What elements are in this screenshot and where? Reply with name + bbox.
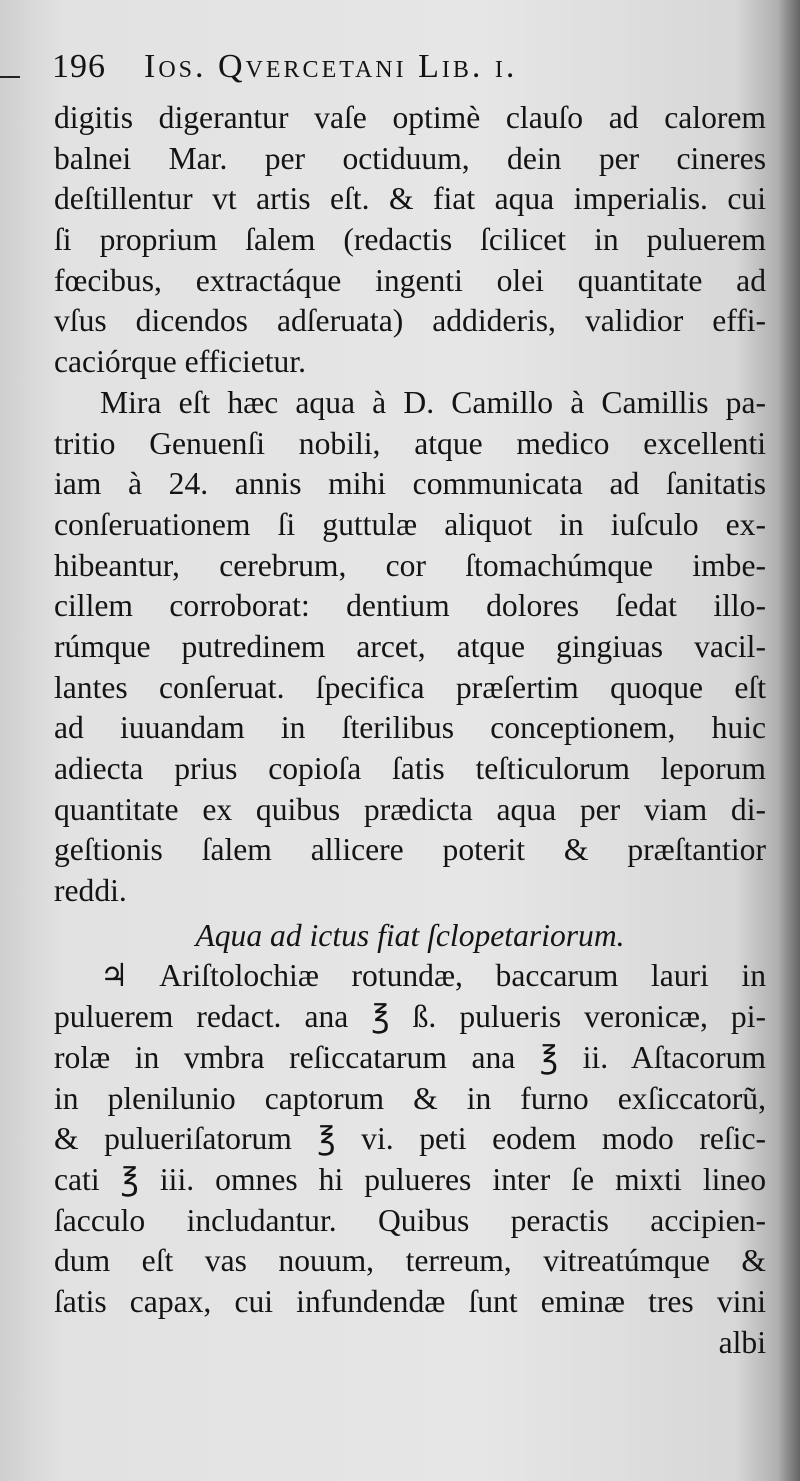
text-line: rolæ in vmbra reſiccatarum ana ℥ ii. Aſtacorum [54, 1039, 766, 1075]
text-line: ſatis capax, cui infundendæ ſunt eminæ tres vini [54, 1283, 766, 1319]
text-line: puluerem redact. ana ℥ ß. pulueris veronicæ, pi- [54, 999, 766, 1035]
text-line: hibeantur, cerebrum, cor ſtomachúmque imbe- [54, 547, 766, 583]
text-line: cati ℥ iii. omnes hi pulueres inter ſe mixti lineo [54, 1161, 766, 1197]
catchword: albi [718, 1324, 766, 1360]
paragraph-start-line: ♃ Ariſtolochiæ rotundæ, baccarum lauri in [100, 958, 766, 994]
text-line: iam à 24. annis mihi communicata ad ſanitatis [54, 466, 766, 502]
body-text [54, 98, 766, 1363]
text-line: cillem corroborat: dentium dolores ſedat illo- [54, 588, 766, 624]
running-title: Ios. Qvercetani Lib. i. [144, 48, 518, 85]
section-heading: Aqua ad ictus fiat ſclopetariorum. [195, 917, 625, 953]
text-line: balnei Mar. per octiduum, dein per cineres [54, 140, 766, 176]
text-line: fœcibus, extractáque ingenti olei quantitate ad [54, 262, 766, 298]
text-line: lantes conſeruat. ſpecifica præſertim quoque eſt [54, 669, 766, 705]
text-line: deſtillentur vt artis eſt. & fiat aqua imperialis. cui [54, 181, 766, 217]
text-line: digitis digerantur vaſe optimè clauſo ad calorem [54, 100, 766, 135]
text-line: rúmque putredinem arcet, atque gingiuas vacil- [54, 628, 766, 664]
text-line: ſi proprium ſalem (redactis ſcilicet in puluerem [54, 222, 766, 258]
text-line: adiecta prius copioſa ſatis teſticulorum leporum [54, 751, 766, 786]
text-line: ſacculo includantur. Quibus peractis accipien- [54, 1202, 766, 1238]
text-line: ad iuuandam in ſterilibus conceptionem, huic [54, 710, 766, 746]
margin-mark [0, 76, 20, 78]
paragraph-start-line: Mira eſt hæc aqua à D. Camillo à Camillis pa- [100, 384, 766, 420]
text-line: tritio Genuenſi nobili, atque medico excellenti [54, 425, 766, 461]
text-line: conſeruationem ſi guttulæ aliquot in iuſculo ex- [54, 506, 766, 542]
page-number: 196 [52, 48, 106, 85]
text-line: reddi. [54, 873, 127, 909]
text-line: geſtionis ſalem allicere poterit & præſtantior [54, 832, 766, 868]
text-line: dum eſt vas nouum, terreum, vitreatúmque & [54, 1243, 766, 1279]
text-line: & pulueriſatorum ℥ vi. peti eodem modo reſic- [54, 1121, 766, 1157]
text-line: in plenilunio captorum & in furno exſiccatorũ, [54, 1080, 766, 1116]
text-line: caciórque efficietur. [54, 344, 307, 380]
text-line: quantitate ex quibus prædicta aqua per viam di- [54, 791, 766, 827]
text-line: vſus dicendos adſeruata) addideris, validior effi- [54, 303, 766, 339]
page-header [52, 48, 762, 98]
